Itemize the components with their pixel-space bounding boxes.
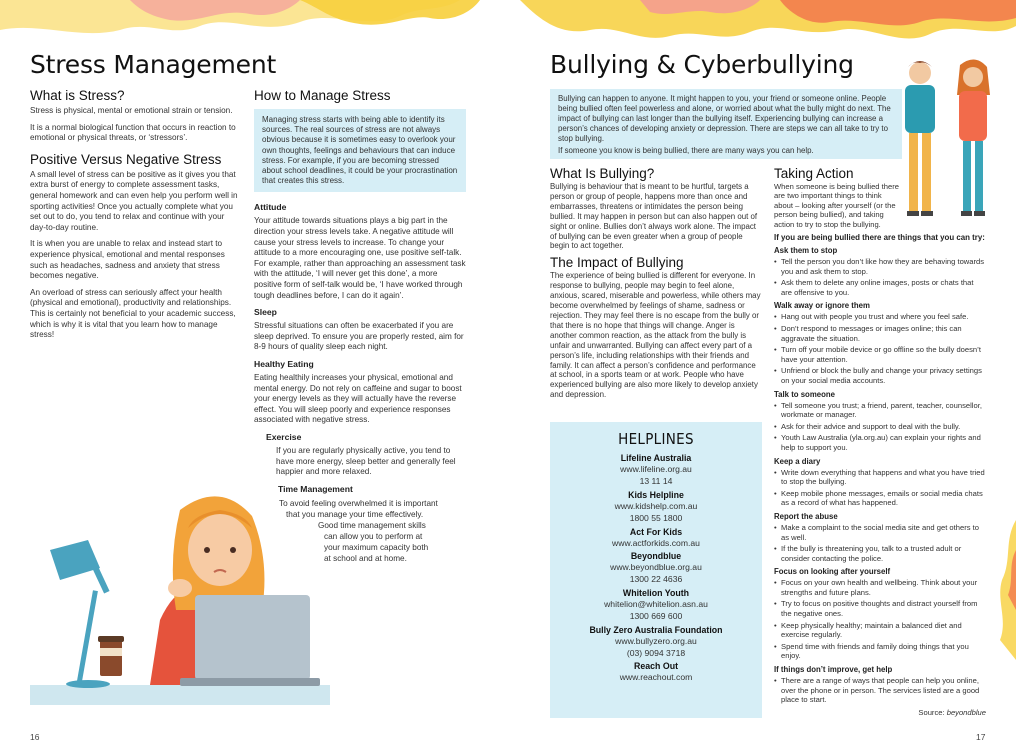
list-item: • Ask them to delete any online images, posts or chats that are offensive to you. bbox=[774, 278, 986, 297]
paragraph: An overload of stress can seriously affect your health (physical and emotional), productivity and relationships. This is certainly not beneficial to your academic success, which is why it is vital that you learn how to manage stress! bbox=[30, 287, 236, 340]
heading-what-is-stress: What is Stress? bbox=[30, 88, 125, 103]
step-title: Report the abuse bbox=[774, 511, 838, 521]
list-item: • Tell the person you don’t like how they are behaving towards you and ask them to stop. bbox=[774, 257, 986, 276]
helplines-box bbox=[550, 422, 762, 718]
helpline-phone: 13 11 14 bbox=[639, 476, 673, 487]
helplines-title: HELPLINES bbox=[618, 430, 694, 448]
heading-taking-action: Taking Action bbox=[774, 166, 854, 181]
list-item: • There are a range of ways that people can help you online, over the phone or in person. The services listed are a good place to start. bbox=[774, 676, 986, 705]
list-item: • Hang out with people you trust and where you feel safe. bbox=[774, 312, 986, 322]
helpline-phone: 1800 55 1800 bbox=[629, 513, 683, 524]
helpline-phone: (03) 9094 3718 bbox=[626, 648, 686, 659]
page-title-stress: Stress Management bbox=[30, 50, 277, 79]
helpline-phone: 1300 669 600 bbox=[629, 611, 683, 622]
list-item: • Keep physically healthy; maintain a balanced diet and exercise regularly. bbox=[774, 621, 986, 640]
helpline-entry: Whitelion Youth whitelion@whitelion.asn.au 1300 669 600 bbox=[550, 588, 762, 623]
list-item: • Try to focus on positive thoughts and distract yourself from the negative ones. bbox=[774, 599, 986, 618]
action-lead: If you are being bullied there are things that you can try: bbox=[774, 233, 985, 243]
list-item: • Youth Law Australia (yla.org.au) can explain your rights and help to support you. bbox=[774, 433, 986, 452]
paragraph: When someone is being bullied there are two important things to think about – looking after yourself (or the person being bullied), and taking action to try to stop the bullying. bbox=[774, 182, 899, 229]
step-title: Keep a diary bbox=[774, 456, 821, 466]
paragraph: Stress is physical, mental or emotional strain or tension. bbox=[30, 106, 233, 115]
helpline-link[interactable]: www.lifeline.org.au bbox=[620, 464, 692, 474]
coffee-cup-icon bbox=[98, 636, 124, 676]
list-item: • Tell someone you trust; a friend, parent, teacher, counsellor, workmate or manager. bbox=[774, 401, 986, 420]
page-title-bullying: Bullying & Cyberbullying bbox=[550, 50, 854, 79]
subheading-healthy-eating: Healthy Eating bbox=[254, 358, 314, 369]
heading-impact-of-bullying: The Impact of Bullying bbox=[550, 255, 684, 271]
step-list bbox=[774, 468, 986, 508]
helpline-link[interactable]: www.beyondblue.org.au bbox=[610, 562, 702, 573]
subheading-time-management: Time Management bbox=[278, 483, 353, 494]
source-credit: Source: beyondblue bbox=[918, 707, 986, 717]
paragraph: Stressful situations can often be exacerbated if you are sleep deprived. To ensure you are properly rested, aim for 8-9 hours of quality sleep each night. bbox=[254, 321, 464, 352]
stressed-student-illustration bbox=[30, 480, 330, 710]
step-list bbox=[774, 523, 986, 563]
laptop-icon bbox=[180, 595, 320, 686]
stress-left-column bbox=[30, 88, 242, 347]
step-title: If things don’t improve, get help bbox=[774, 665, 893, 675]
list-item: • Write down everything that happens and what you have tried to stop the bullying. bbox=[774, 468, 986, 487]
intro-callout: Managing stress starts with being able to identify its sources. The real sources of stress are not always obvious because it is sometimes easy to overlook your own thoughts, feelings and behaviours that can induce stress. For example, if you are becoming stressed about school deadlines, it could be your procrastination that creates this stress. bbox=[254, 109, 466, 192]
intro-paragraph-2: If someone you know is being bullied, there are many ways you can help. bbox=[558, 145, 814, 155]
helpline-link[interactable]: whitelion@whitelion.asn.au bbox=[604, 598, 708, 609]
helpline-link[interactable]: www.kidshelp.com.au bbox=[614, 500, 698, 511]
list-item: • Don’t respond to messages or images online; this can aggravate the situation. bbox=[774, 324, 986, 343]
helpline-phone: 1300 22 4636 bbox=[629, 574, 683, 585]
paragraph: Eating healthily increases your physical, emotional and mental energy. Do not rely on caffeine and sugar to boost your energy levels as they will actually have the reverse effect. You will sleep poorly and experience responses associated with negative stress. bbox=[254, 372, 462, 425]
taking-action-column bbox=[774, 166, 986, 717]
list-item: • Focus on your own health and wellbeing. Think about your strengths and future plans. bbox=[774, 578, 986, 597]
paragraph: The experience of being bullied is different for everyone. In response to bullying, people may begin to feel alone, anxious, scared, miserable and powerless, while others may become overwhelmed by feelings of shame, sadness or rejection. They may feel there is no escape from the bully or that there is no hope that things will change. Anger is another common reaction, as the attack from the bully is unfair and unwarranted. Bullying can affect every part of a person’s life, including relationships with their friends and family. It can affect a person’s confidence and performance at school, in a sports team or at work. People who have experienced bullying are also more likely to develop anxiety and depression. bbox=[550, 271, 761, 400]
bullying-intro-callout bbox=[550, 89, 902, 159]
list-item: • Ask for their advice and support to deal with the bully. bbox=[774, 422, 986, 432]
step-title: Walk away or ignore them bbox=[774, 301, 870, 311]
paragraph: A small level of stress can be positive as it gives you that extra burst of energy to complete assessment tasks, general homework and can even help you perform well in sporting activities! Once you actually complete what you set out to do, you tend to relax and continue with your day-to-day routine. bbox=[30, 169, 238, 232]
heading-what-is-bullying: What Is Bullying? bbox=[550, 166, 655, 181]
step-list bbox=[774, 676, 986, 705]
list-item: • Spend time with friends and family doing things that you enjoy. bbox=[774, 642, 986, 661]
helpline-link[interactable]: www.bullyzero.org.au bbox=[615, 635, 697, 646]
paragraph: If you are regularly physically active, you tend to have more energy, sleep better and generally feel happier and more relaxed. bbox=[276, 445, 456, 477]
subheading-exercise: Exercise bbox=[266, 431, 302, 442]
step-list bbox=[774, 578, 986, 661]
page-number-right: 17 bbox=[976, 732, 986, 742]
heading-how-to-manage: How to Manage Stress bbox=[254, 88, 391, 103]
list-item: • Unfriend or block the bully and change your privacy settings on your social media accounts. bbox=[774, 366, 986, 385]
intro-paragraph: Bullying can happen to anyone. It might happen to you, your friend or someone online. People being bullied often feel powerless and alone, or worried about what the bully might do next. The impact of bullying can last longer than the bullying itself. Experiencing bullying can increase a person’s chances of developing anxiety or depression. There are steps we can all take to try to stop bullying. bbox=[558, 94, 891, 143]
list-item: • Make a complaint to the social media site and get others to as well. bbox=[774, 523, 986, 542]
step-list bbox=[774, 257, 986, 297]
helpline-entry: Act For Kids www.actforkids.com.au bbox=[550, 527, 762, 549]
paragraph: It is when you are unable to relax and instead start to experience physical, emotional and mental responses such as headaches, sadness and anxiety that stress becomes negative. bbox=[30, 239, 225, 281]
subheading-attitude: Attitude bbox=[254, 202, 287, 213]
helpline-entry: Bully Zero Australia Foundation www.bullyzero.org.au (03) 9094 3718 bbox=[550, 625, 762, 660]
heading-positive-negative: Positive Versus Negative Stress bbox=[30, 151, 222, 167]
step-list bbox=[774, 401, 986, 453]
bullying-left-column bbox=[550, 166, 762, 406]
helpline-entry: Kids Helpline www.kidshelp.com.au 1800 55 1800 bbox=[550, 490, 762, 525]
step-title: Talk to someone bbox=[774, 389, 835, 399]
list-item: • If the bully is threatening you, talk to a trusted adult or consider contacting the police. bbox=[774, 544, 986, 563]
list-item: • Keep mobile phone messages, emails or social media chats as a record of what has happened. bbox=[774, 489, 986, 508]
helpline-entry: Reach Out www.reachout.com bbox=[550, 661, 762, 683]
step-list bbox=[774, 312, 986, 385]
step-title: Ask them to stop bbox=[774, 246, 838, 256]
list-item: • Turn off your mobile device or go offline so the bully doesn’t have your attention. bbox=[774, 345, 986, 364]
helpline-link[interactable]: www.actforkids.com.au bbox=[612, 537, 700, 548]
subheading-sleep: Sleep bbox=[254, 307, 277, 318]
paint-splash-side bbox=[994, 520, 1016, 660]
helpline-link[interactable]: www.reachout.com bbox=[619, 672, 693, 683]
step-title: Focus on looking after yourself bbox=[774, 567, 891, 577]
page-number-left: 16 bbox=[30, 732, 40, 742]
helpline-entry: Beyondblue www.beyondblue.org.au 1300 22 4636 bbox=[550, 551, 762, 586]
time-management-text: To avoid feeling overwhelmed it is important that you manage your time effectively. Good time management skills can allow you to perform at your maximum capacity both at school and at home. bbox=[279, 498, 438, 563]
paragraph: Bullying is behaviour that is meant to be hurtful, targets a person or group of people, happens more than once and embarrasses, threatens or intimidates the person being bullied. It may happen in person but can also happen out of sight or online. Bullies don’t always work alone. The impact of bullying can be even greater when a group of people begin to act together. bbox=[550, 182, 758, 251]
paragraph: Your attitude towards situations plays a big part in the direction your stress levels take. A negative attitude will cause your stress levels to increase. To change your attitude to a more encouraging one, use positive self-talk. For example, rather than approaching an assessment task with the attitude, ‘I will never get this done’, a more positive form of self-talk would be, ‘I have worked through tough deadlines before, I can do it again’. bbox=[254, 216, 466, 300]
paragraph: It is a normal biological function that occurs in reaction to emotional or physical threats, or ‘stressors’. bbox=[30, 122, 236, 143]
helpline-entry: Lifeline Australia www.lifeline.org.au 13 11 14 bbox=[550, 453, 762, 488]
